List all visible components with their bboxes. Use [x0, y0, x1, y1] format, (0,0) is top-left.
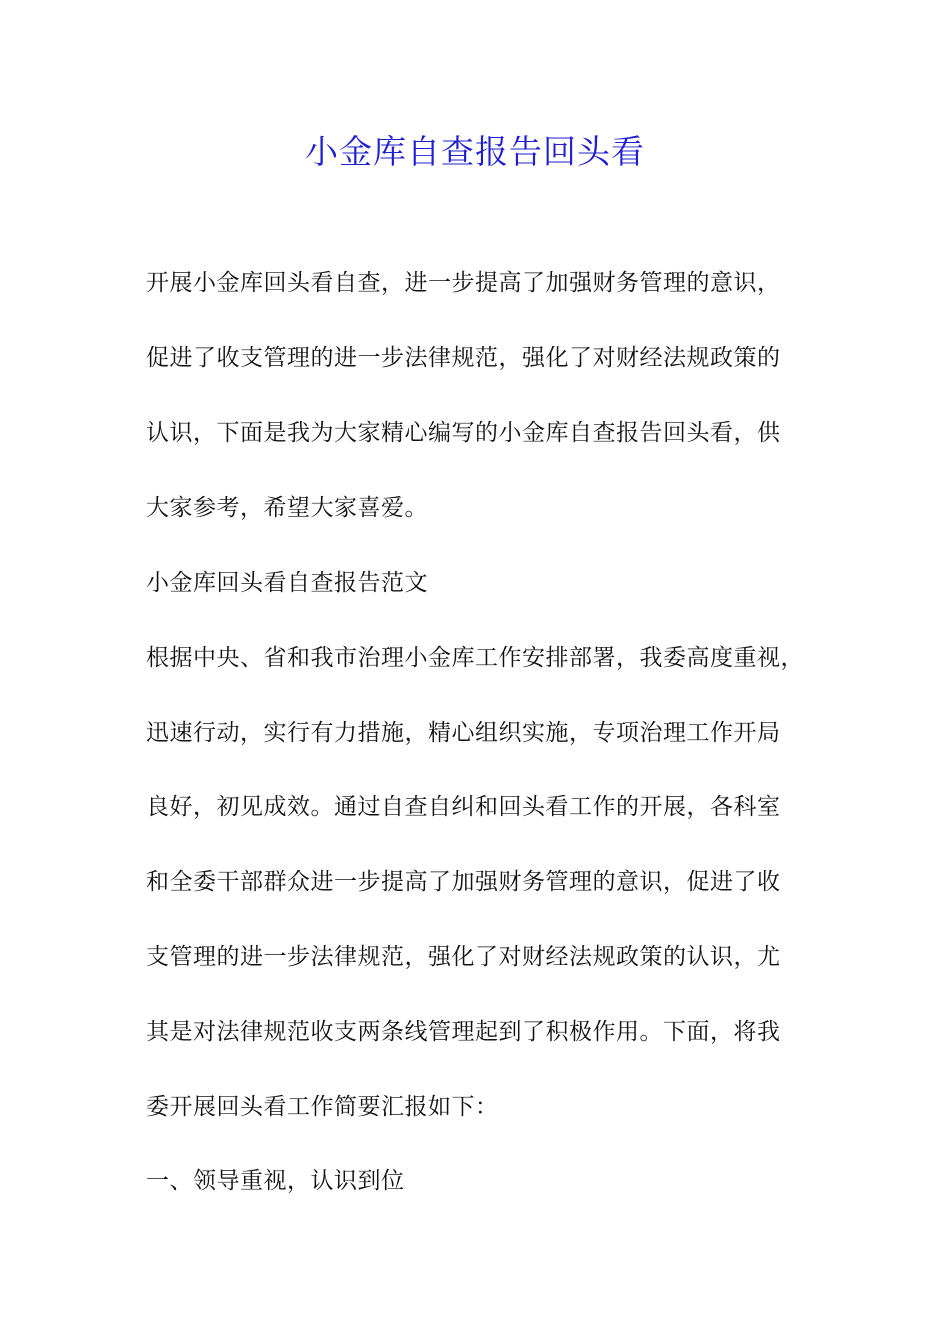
paragraph-line-11: 其是对法律规范收支两条线管理起到了积极作用。下面，将我 — [146, 1019, 781, 1045]
paragraph-line-10: 支管理的进一步法律规范，强化了对财经法规政策的认识，尤 — [146, 944, 781, 970]
paragraph-line-12: 委开展回头看工作简要汇报如下： — [146, 1094, 499, 1120]
section-heading-sample: 小金库回头看自查报告范文 — [146, 570, 428, 596]
paragraph-line-1: 开展小金库回头看自查，进一步提高了加强财务管理的意识， — [146, 270, 781, 296]
paragraph-line-6: 根据中央、省和我市治理小金库工作安排部署，我委高度重视， — [146, 645, 804, 671]
paragraph-line-3: 认识，下面是我为大家精心编写的小金库自查报告回头看，供 — [146, 420, 781, 446]
paragraph-line-7: 迅速行动，实行有力措施，精心组织实施，专项治理工作开局 — [146, 720, 781, 746]
section-heading-one: 一、领导重视，认识到位 — [146, 1168, 405, 1194]
paragraph-line-9: 和全委干部群众进一步提高了加强财务管理的意识，促进了收 — [146, 869, 781, 895]
paragraph-line-4: 大家参考，希望大家喜爱。 — [146, 495, 428, 521]
document-title: 小金库自查报告回头看 — [305, 132, 645, 171]
paragraph-line-8: 良好，初见成效。通过自查自纠和回头看工作的开展，各科室 — [146, 794, 781, 820]
paragraph-line-2: 促进了收支管理的进一步法律规范，强化了对财经法规政策的 — [146, 345, 781, 371]
